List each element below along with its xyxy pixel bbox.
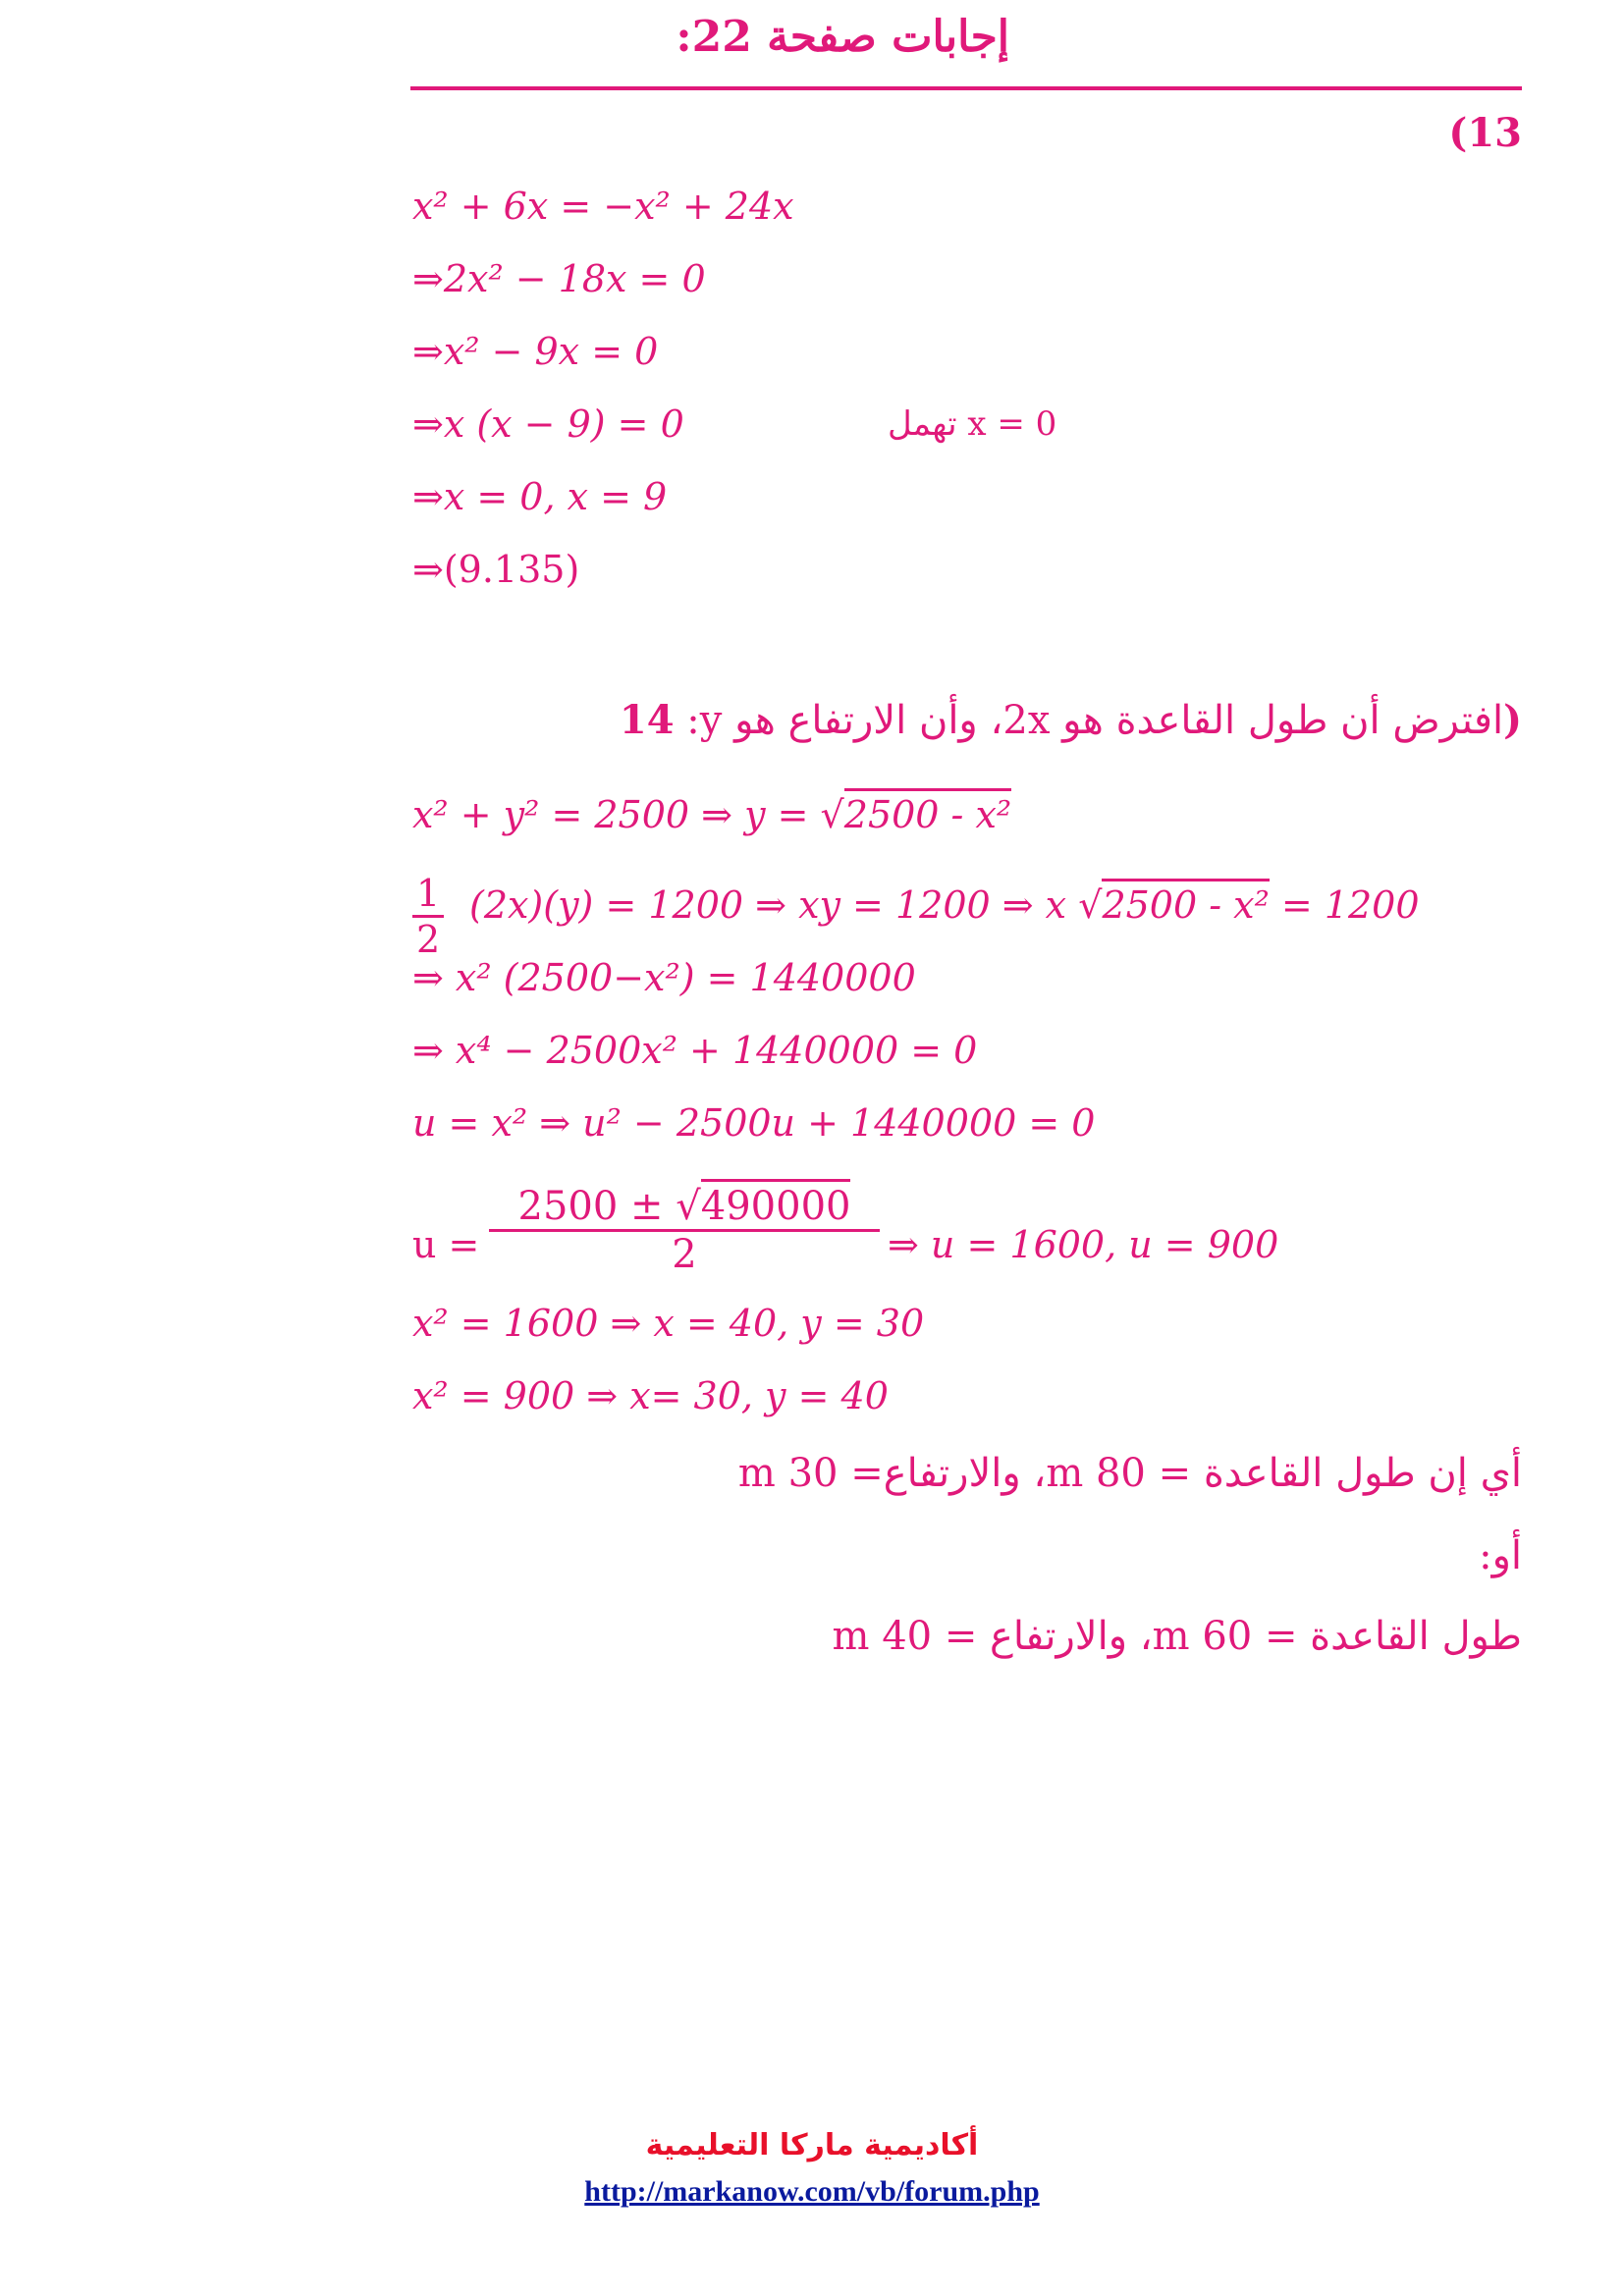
q14-line1-sqrt: 2500 - x² — [844, 788, 1011, 836]
footer-forum-link[interactable]: http://markanow.com/vb/forum.php — [584, 2175, 1040, 2208]
quadratic-sqrt: 490000 — [701, 1179, 851, 1229]
q13-line-2: ⇒2x² − 18x = 0 — [412, 257, 706, 300]
q13-line-3: ⇒x² − 9x = 0 — [412, 330, 659, 373]
q14-line2-mid: (2x)(y) = 1200 ⇒ xy = 1200 ⇒ x — [469, 883, 1067, 927]
footer-academy-name: أكاديمية ماركا التعليمية — [645, 2128, 979, 2163]
quadratic-num-text: 2500 ± — [517, 1184, 664, 1229]
quadratic-denominator: 2 — [672, 1232, 697, 1277]
q14-answer-2: طول القاعدة = 60 m، والارتفاع = 40 m — [832, 1614, 1522, 1659]
q14-line2-sqrt: 2500 - x² — [1102, 879, 1269, 927]
question-14-number: 14) — [619, 697, 1522, 743]
sqrt-sign: √ — [820, 793, 844, 836]
q14-line-1 — [412, 793, 1011, 836]
q14-line-7: x² = 1600 ⇒ x = 40, y = 30 — [412, 1302, 925, 1345]
header-rule — [410, 86, 1522, 90]
question-14-header — [410, 697, 1522, 743]
quadratic-numerator — [514, 1184, 855, 1229]
page-title: إجابات صفحة 22: — [676, 12, 1009, 62]
q14-line-4: ⇒ x⁴ − 2500x² + 1440000 = 0 — [412, 1029, 978, 1072]
q13-note: x = 0 تهمل — [888, 404, 1057, 444]
q14-line-5: u = x² ⇒ u² − 2500u + 1440000 = 0 — [412, 1101, 1096, 1145]
question-14-intro: افترض أن طول القاعدة هو 2x، وأن الارتفاع هو y: — [686, 698, 1504, 743]
one-half-fraction — [412, 872, 444, 961]
q14-line6-suffix: ⇒ u = 1600, u = 900 — [888, 1223, 1279, 1266]
fraction-denominator: 2 — [416, 918, 441, 961]
q14-line6-prefix: u = — [412, 1223, 480, 1266]
q14-line1-left: x² + y² = 2500 ⇒ y = — [412, 793, 809, 836]
q14-line-3: ⇒ x² (2500−x²) = 1440000 — [412, 956, 916, 999]
q13-line-4: ⇒x (x − 9) = 0 — [412, 402, 684, 446]
q14-answer-1: أي إن طول القاعدة = 80 m، والارتفاع= 30 m — [737, 1451, 1522, 1496]
q14-line-8: x² = 900 ⇒ x= 30, y = 40 — [412, 1374, 889, 1417]
q13-line-5: ⇒x = 0, x = 9 — [412, 475, 668, 518]
q13-line-1: x² + 6x = −x² + 24x — [412, 185, 794, 228]
sqrt-sign: √ — [676, 1184, 701, 1229]
q14-line-2 — [469, 883, 1420, 927]
sqrt-sign: √ — [1078, 883, 1103, 927]
q13-line-6: ⇒(9.135) — [412, 548, 580, 591]
fraction-numerator: 1 — [416, 872, 441, 915]
q14-line2-end: = 1200 — [1280, 883, 1420, 927]
question-13-number: (13 — [1448, 110, 1522, 156]
q14-or: أو: — [1479, 1533, 1522, 1578]
quadratic-fraction — [489, 1184, 880, 1277]
